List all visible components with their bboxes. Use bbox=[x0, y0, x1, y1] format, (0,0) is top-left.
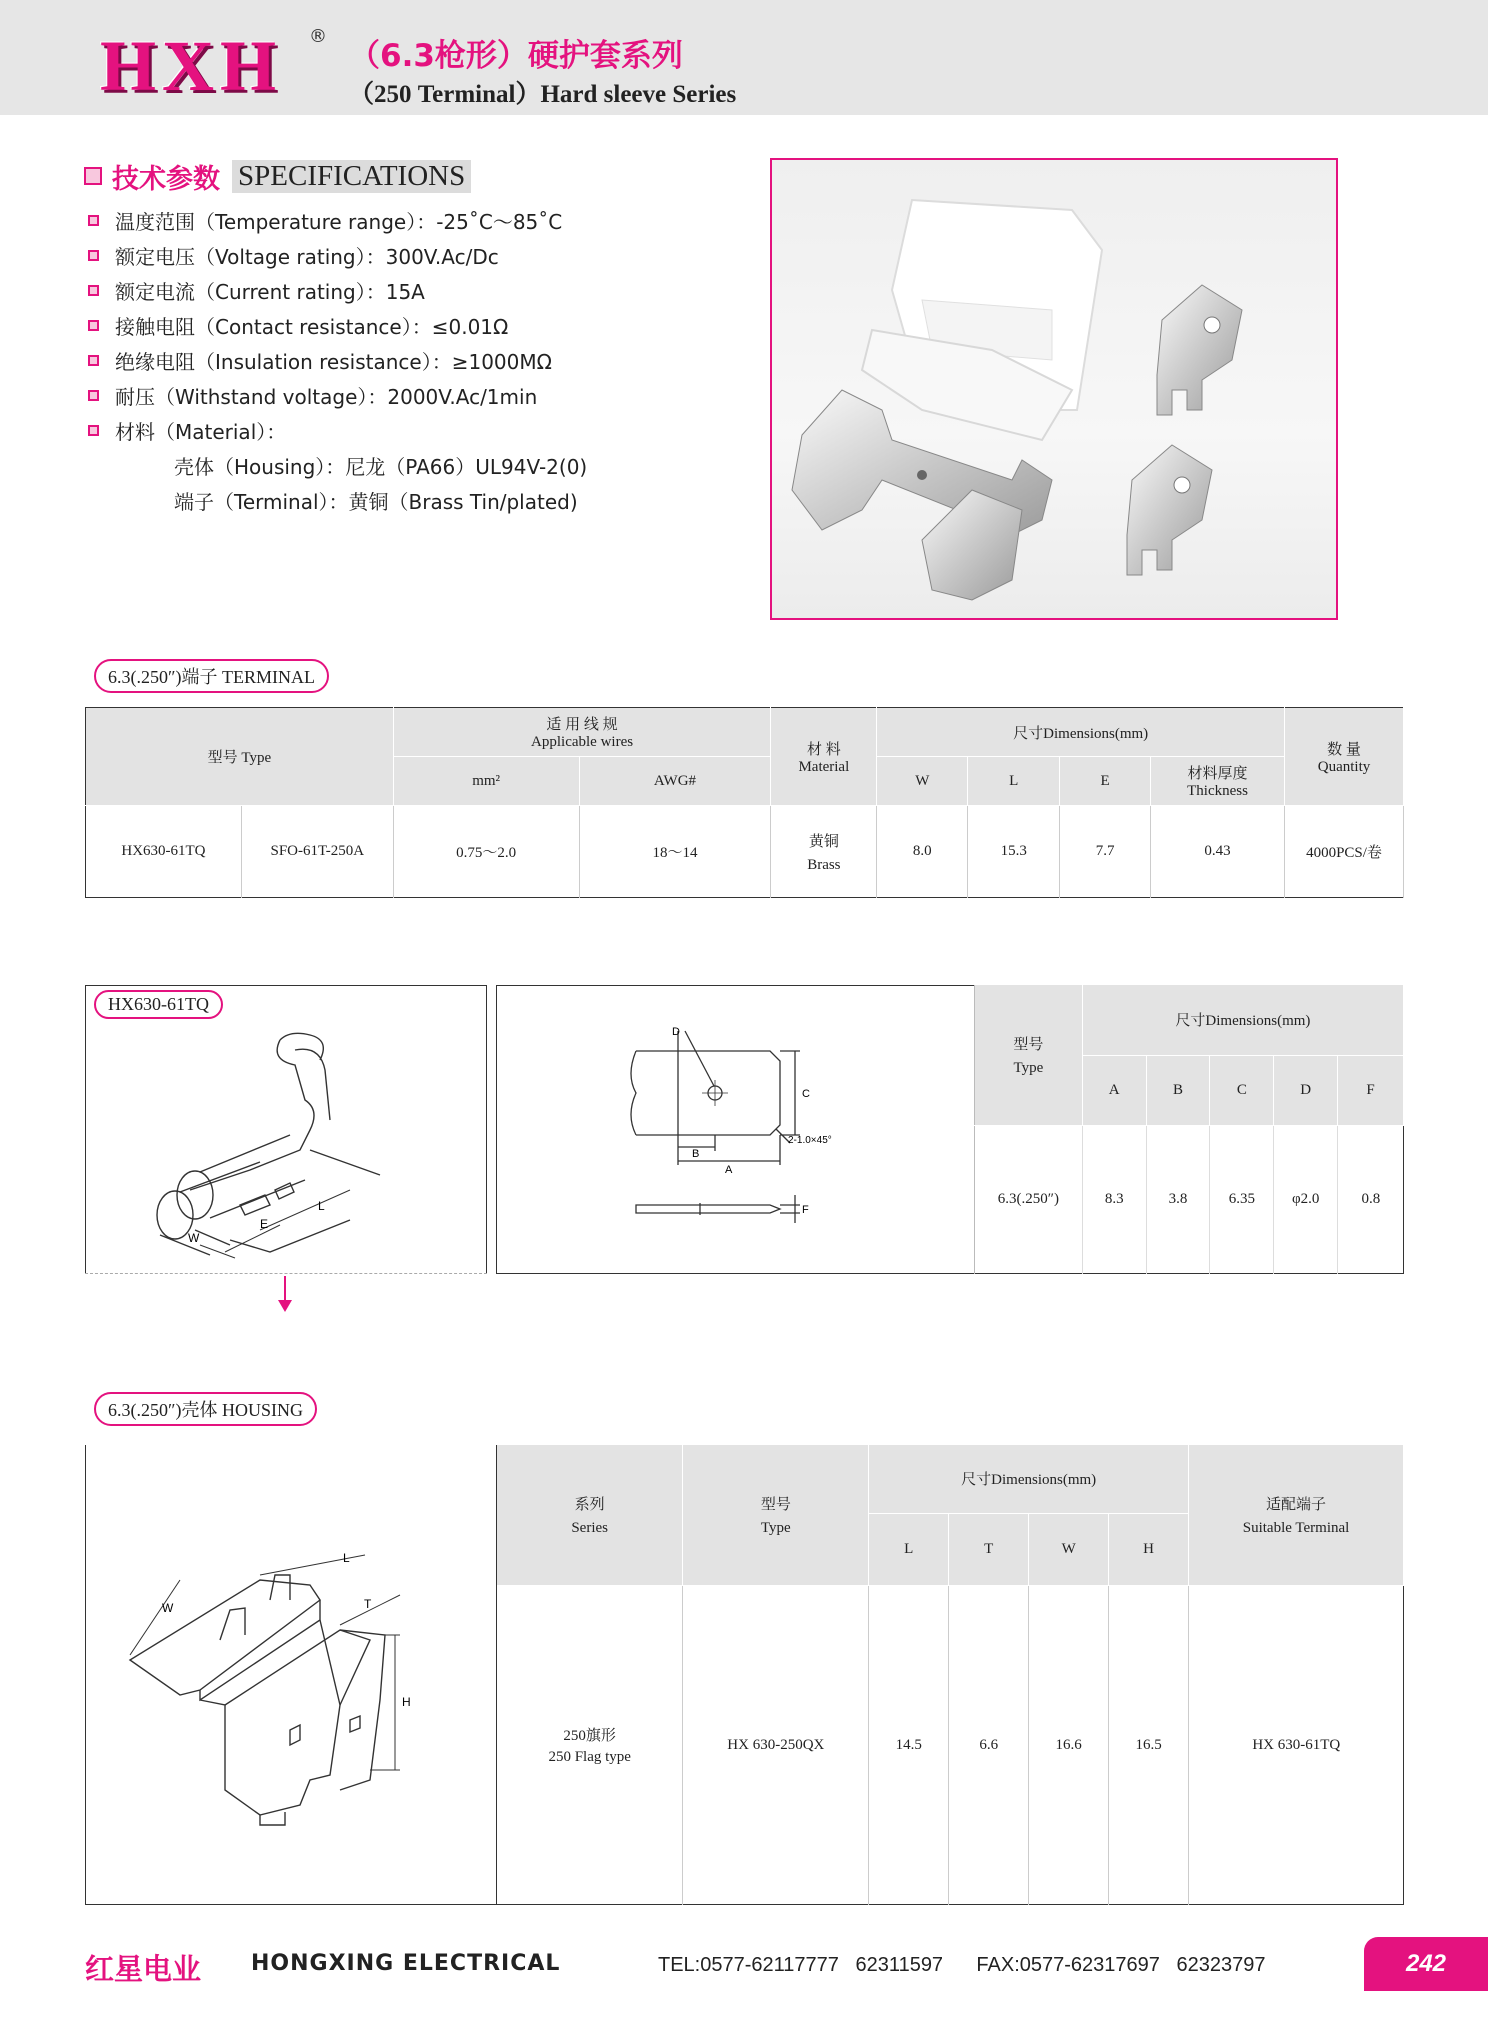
cell-e: 7.7 bbox=[1060, 806, 1151, 898]
cell-quantity: 4000PCS/卷 bbox=[1285, 806, 1404, 898]
cell-material-en: Brass bbox=[807, 856, 841, 873]
material-terminal: 端子（Terminal）：黄铜（Brass Tin/plated) bbox=[174, 490, 578, 514]
spec-row bbox=[88, 308, 587, 343]
contact-info: TEL:0577-62117777 62311597 FAX:0577-62317697 62323797 bbox=[658, 1954, 1266, 1976]
header-dimensions: 尺寸Dimensions(mm) bbox=[877, 708, 1285, 757]
spec-row bbox=[88, 203, 587, 238]
bullet-square-icon bbox=[88, 355, 99, 366]
header-material-cn: 材 料 bbox=[806, 741, 841, 758]
cell-type: HX 630-250QX bbox=[683, 1585, 869, 1905]
spec-row bbox=[88, 273, 587, 308]
registered-mark: ® bbox=[309, 26, 327, 47]
table-row bbox=[975, 1125, 1404, 1274]
dim-label-w: W bbox=[188, 1231, 200, 1245]
header-quantity-en: Quantity bbox=[1317, 758, 1371, 775]
spec-text: 耐压（Withstand voltage）：2000V.Ac/1min bbox=[115, 385, 538, 409]
spec-text: 额定电压（Voltage rating）：300V.Ac/Dc bbox=[115, 245, 499, 269]
page-title-cn: （6.3枪形）硬护套系列 bbox=[349, 38, 683, 74]
cell-w: 16.6 bbox=[1029, 1585, 1109, 1905]
dim-label-t: T bbox=[364, 1597, 372, 1611]
header-series bbox=[497, 1445, 683, 1585]
header-series-cn: 系列 bbox=[574, 1496, 605, 1513]
terminal-model-label: HX630-61TQ bbox=[94, 990, 223, 1019]
header-applicable-wires bbox=[393, 708, 771, 757]
header-material bbox=[771, 708, 877, 806]
cell-type1: HX630-61TQ bbox=[86, 806, 242, 898]
dim-label-h: H bbox=[402, 1695, 411, 1709]
cell-w: 8.0 bbox=[877, 806, 968, 898]
receptacle-terminal-drawing bbox=[120, 1020, 460, 1260]
cell-l: 15.3 bbox=[968, 806, 1060, 898]
housing-drawing bbox=[110, 1530, 470, 1830]
tab-dimension-table bbox=[974, 985, 1404, 1275]
cell-series bbox=[497, 1585, 683, 1905]
cell-h: 16.5 bbox=[1109, 1585, 1189, 1905]
header-a: A bbox=[1082, 1055, 1146, 1125]
cell-thickness: 0.43 bbox=[1151, 806, 1285, 898]
spec-row bbox=[88, 343, 587, 378]
arrow-down-icon bbox=[278, 1300, 292, 1312]
header-wires-cn: 适 用 线 规 bbox=[546, 717, 618, 733]
company-name-en: HONGXING ELECTRICAL bbox=[251, 1951, 561, 1976]
specifications-heading bbox=[84, 158, 471, 194]
cell-type: 6.3(.250″) bbox=[975, 1125, 1083, 1274]
header-wires-en: Applicable wires bbox=[531, 734, 634, 750]
housing-spec-table bbox=[497, 1445, 1404, 1906]
dim-label-l: L bbox=[343, 1551, 350, 1565]
bullet-square-icon bbox=[88, 250, 99, 261]
cell-material bbox=[771, 806, 877, 898]
cell-d: φ2.0 bbox=[1274, 1125, 1338, 1274]
cell-mm2: 0.75～2.0 bbox=[393, 806, 579, 898]
cell-t: 6.6 bbox=[949, 1585, 1029, 1905]
cell-c: 6.35 bbox=[1210, 1125, 1274, 1274]
bullet-square-icon bbox=[84, 167, 102, 185]
cell-l: 14.5 bbox=[869, 1585, 949, 1905]
header-e: E bbox=[1060, 757, 1151, 806]
header-f: F bbox=[1338, 1055, 1404, 1125]
spec-text: 绝缘电阻（Insulation resistance）：≥1000MΩ bbox=[115, 350, 552, 374]
header-type-en: Type bbox=[1013, 1059, 1044, 1076]
dim-label-l: L bbox=[318, 1199, 325, 1213]
dim-label-b: B bbox=[692, 1148, 700, 1160]
header-type-cn: 型号 bbox=[760, 1496, 791, 1513]
spec-text: 温度范围（Temperature range）：-25˚C～85˚C bbox=[115, 210, 563, 234]
spec-text: 额定电流（Current rating）：15A bbox=[115, 280, 425, 304]
page-number-badge bbox=[1364, 1937, 1488, 1991]
header-quantity-cn: 数 量 bbox=[1327, 741, 1361, 758]
header-l: L bbox=[869, 1513, 949, 1585]
dim-label-f: F bbox=[802, 1204, 809, 1216]
header-thickness bbox=[1151, 757, 1285, 806]
product-photo bbox=[770, 158, 1338, 620]
header-l: L bbox=[968, 757, 1060, 806]
cell-type2: SFO-61T-250A bbox=[241, 806, 393, 898]
specifications-heading-en: SPECIFICATIONS bbox=[232, 160, 471, 193]
spec-row bbox=[88, 378, 587, 413]
dim-label-chamfer: 2-1.0×45° bbox=[788, 1135, 832, 1146]
product-photo-illustration bbox=[772, 160, 1336, 618]
header-c: C bbox=[1210, 1055, 1274, 1125]
brand-logo: HXH bbox=[100, 26, 283, 106]
cell-awg: 18～14 bbox=[579, 806, 771, 898]
header-type: 型号 Type bbox=[86, 708, 394, 806]
specifications-heading-cn: 技术参数 bbox=[112, 163, 220, 195]
header-material-en: Material bbox=[798, 758, 850, 775]
cell-a: 8.3 bbox=[1082, 1125, 1146, 1274]
dim-label-d: D bbox=[672, 1026, 680, 1038]
header-h: H bbox=[1109, 1513, 1189, 1585]
cell-series-cn: 250旗形 bbox=[563, 1728, 616, 1744]
header-dimensions: 尺寸Dimensions(mm) bbox=[1082, 985, 1403, 1055]
header-dimensions: 尺寸Dimensions(mm) bbox=[869, 1445, 1189, 1513]
spec-row bbox=[88, 413, 587, 448]
cell-f: 0.8 bbox=[1338, 1125, 1404, 1274]
panel-dashed-edge bbox=[85, 1273, 487, 1274]
header-suitable-cn: 适配端子 bbox=[1266, 1496, 1327, 1513]
header-suitable-terminal bbox=[1189, 1445, 1404, 1585]
cell-suitable-terminal: HX 630-61TQ bbox=[1189, 1585, 1404, 1905]
header-type-en: Type bbox=[760, 1519, 791, 1536]
table-row bbox=[497, 1585, 1404, 1905]
header-t: T bbox=[949, 1513, 1029, 1585]
terminal-spec-table bbox=[85, 707, 1404, 898]
dim-label-e: E bbox=[260, 1217, 269, 1231]
bullet-square-icon bbox=[88, 320, 99, 331]
page-title-en: （250 Terminal）Hard sleeve Series bbox=[349, 81, 737, 108]
company-name-cn: 红星电业 bbox=[85, 1952, 202, 1986]
bullet-square-icon bbox=[88, 215, 99, 226]
tab-dimension-drawing bbox=[630, 1025, 860, 1225]
header-d: D bbox=[1274, 1055, 1338, 1125]
bullet-square-icon bbox=[88, 285, 99, 296]
bullet-square-icon bbox=[88, 425, 99, 436]
dim-label-a: A bbox=[725, 1164, 733, 1176]
header-w: W bbox=[877, 757, 968, 806]
header-thickness-cn: 材料厚度 bbox=[1187, 766, 1248, 782]
header-type-cn: 型号 bbox=[1013, 1036, 1044, 1053]
dim-label-c: C bbox=[802, 1088, 810, 1100]
header-mm2: mm² bbox=[393, 757, 579, 806]
header-thickness-en: Thickness bbox=[1187, 783, 1248, 799]
header-quantity bbox=[1285, 708, 1404, 806]
header-type bbox=[975, 985, 1083, 1125]
header-series-en: Series bbox=[571, 1519, 609, 1536]
header-w: W bbox=[1029, 1513, 1109, 1585]
bullet-square-icon bbox=[88, 390, 99, 401]
header-b: B bbox=[1146, 1055, 1210, 1125]
table-row bbox=[86, 806, 1404, 898]
cell-series-en: 250 Flag type bbox=[548, 1749, 631, 1765]
housing-section-label: 6.3(.250″)壳体 HOUSING bbox=[94, 1392, 317, 1426]
material-housing: 壳体（Housing）：尼龙（PA66）UL94V-2(0) bbox=[174, 455, 588, 479]
spec-text: 材料（Material）： bbox=[115, 420, 287, 444]
terminal-section-label: 6.3(.250″)端子 TERMINAL bbox=[94, 659, 329, 693]
spec-text: 接触电阻（Contact resistance）：≤0.01Ω bbox=[115, 315, 509, 339]
cell-b: 3.8 bbox=[1146, 1125, 1210, 1274]
cell-material-cn: 黄铜 bbox=[808, 833, 839, 850]
header-type bbox=[683, 1445, 869, 1585]
page-number: 242 bbox=[1405, 1950, 1447, 1977]
header-awg: AWG# bbox=[579, 757, 771, 806]
specifications-list bbox=[88, 203, 587, 518]
dim-label-w: W bbox=[162, 1601, 174, 1615]
header-suitable-en: Suitable Terminal bbox=[1242, 1519, 1350, 1536]
spec-row bbox=[88, 238, 587, 273]
